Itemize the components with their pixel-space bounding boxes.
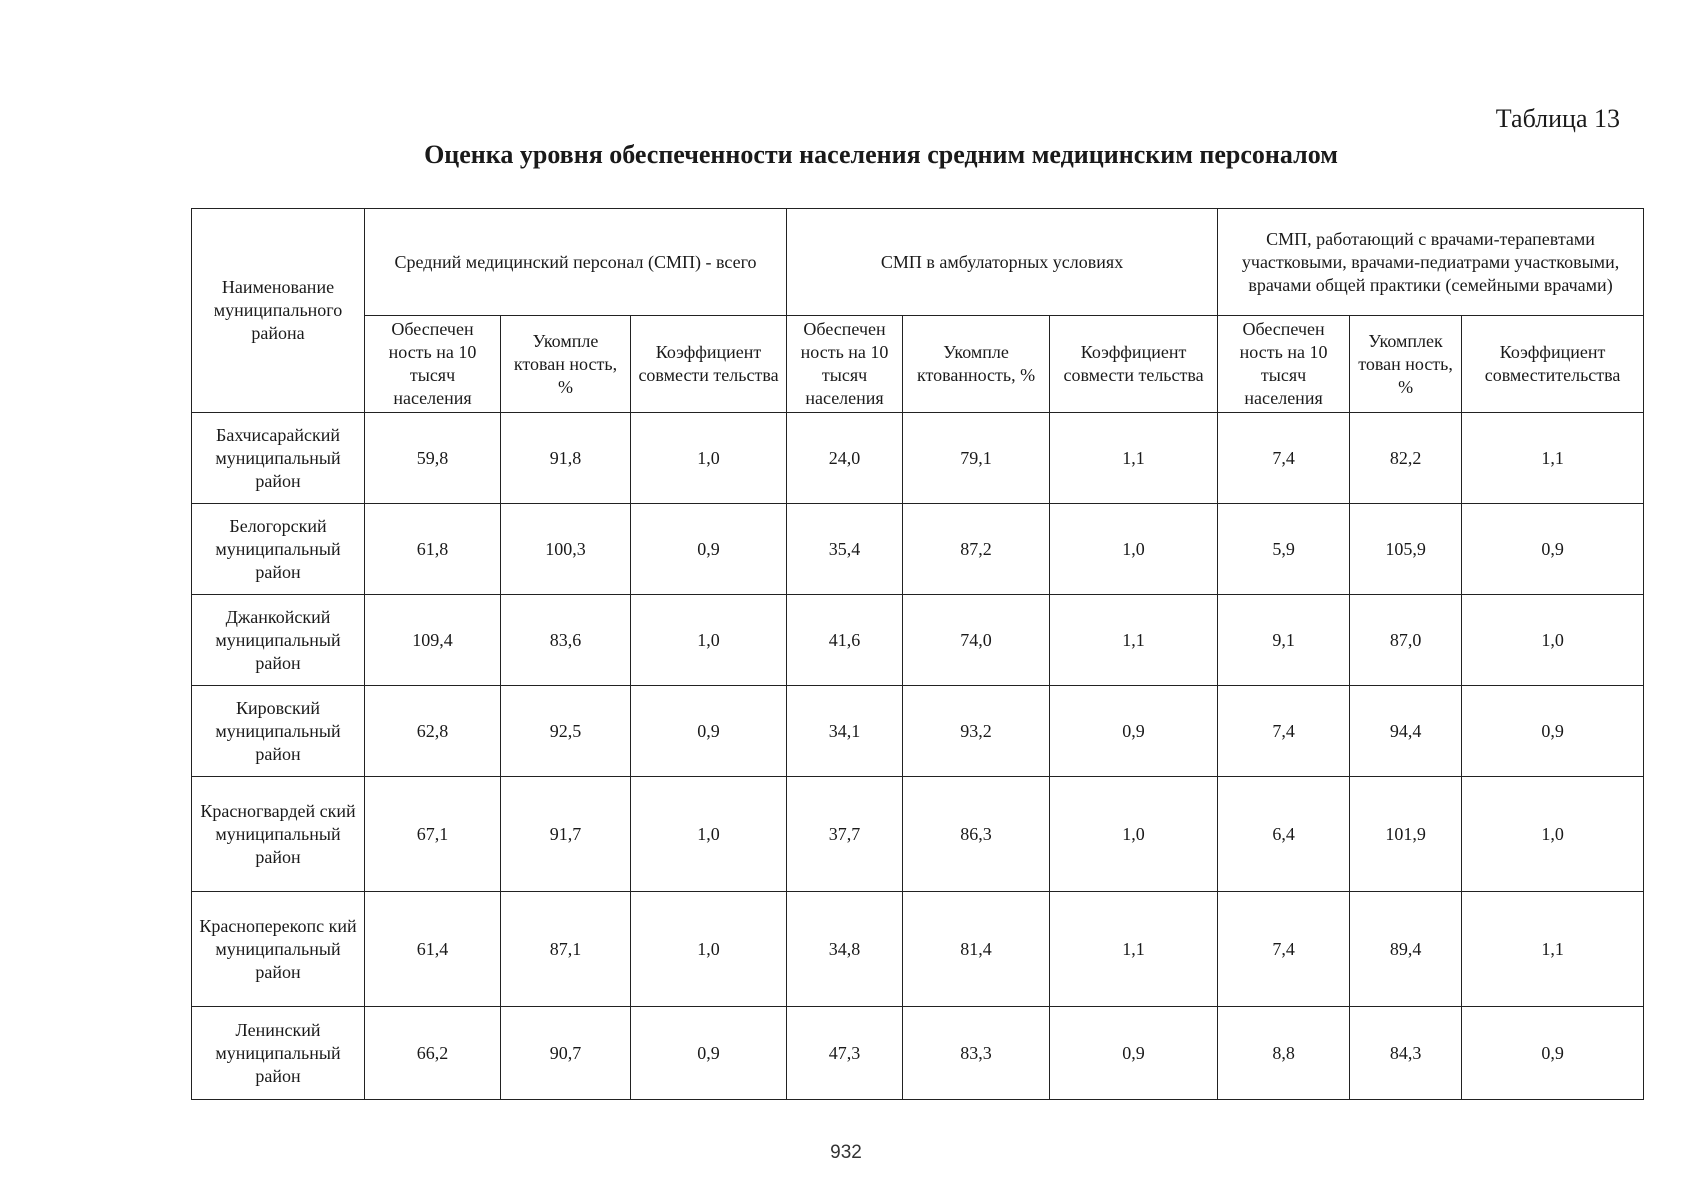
table-cell: 83,3 (903, 1007, 1050, 1100)
table-cell: 92,5 (501, 686, 631, 777)
table-row (192, 504, 1644, 595)
district-name: Джанкойский муниципальный район (192, 595, 365, 686)
staffing-table (191, 208, 1644, 1100)
header-subcol: Обеспечен ность на 10 тысяч населения (1218, 316, 1350, 413)
header-subcol: Укомпле ктован ность, % (501, 316, 631, 413)
table-cell: 61,4 (365, 892, 501, 1007)
table-cell: 100,3 (501, 504, 631, 595)
table-row (192, 686, 1644, 777)
district-name: Красногвардей ский муниципальный район (192, 777, 365, 892)
table-cell: 1,0 (1462, 595, 1644, 686)
table-cell: 37,7 (787, 777, 903, 892)
table-cell: 35,4 (787, 504, 903, 595)
table-cell: 66,2 (365, 1007, 501, 1100)
table-cell: 24,0 (787, 413, 903, 504)
table-cell: 1,0 (631, 777, 787, 892)
header-row-groups (192, 209, 1644, 316)
table-cell: 105,9 (1350, 504, 1462, 595)
district-name: Кировский муниципальный район (192, 686, 365, 777)
table-cell: 1,0 (631, 413, 787, 504)
table-cell: 91,7 (501, 777, 631, 892)
table-cell: 1,1 (1050, 595, 1218, 686)
table-cell: 0,9 (1050, 686, 1218, 777)
table-cell: 93,2 (903, 686, 1050, 777)
table-cell: 47,3 (787, 1007, 903, 1100)
table-cell: 94,4 (1350, 686, 1462, 777)
table-cell: 87,1 (501, 892, 631, 1007)
table-cell: 0,9 (1462, 686, 1644, 777)
district-name: Красноперекопс кий муниципальный район (192, 892, 365, 1007)
header-district: Наименование муниципального района (192, 209, 365, 413)
table-cell: 81,4 (903, 892, 1050, 1007)
header-subcol: Коэффициент совмести тельства (631, 316, 787, 413)
table-cell: 87,0 (1350, 595, 1462, 686)
table-cell: 62,8 (365, 686, 501, 777)
header-group-outpatient: СМП в амбулаторных условиях (787, 209, 1218, 316)
table-cell: 0,9 (1462, 1007, 1644, 1100)
table-cell: 82,2 (1350, 413, 1462, 504)
table-cell: 87,2 (903, 504, 1050, 595)
table-cell: 1,0 (631, 892, 787, 1007)
table-cell: 0,9 (1462, 504, 1644, 595)
table-cell: 0,9 (631, 686, 787, 777)
table-row (192, 892, 1644, 1007)
table-cell: 1,0 (631, 595, 787, 686)
table-cell: 0,9 (631, 504, 787, 595)
document-title: Оценка уровня обеспеченности населения средним медицинским персоналом (424, 140, 1338, 169)
table-cell: 8,8 (1218, 1007, 1350, 1100)
table-cell: 1,0 (1050, 777, 1218, 892)
table-cell: 59,8 (365, 413, 501, 504)
header-subcol: Коэффициент совмести тельства (1050, 316, 1218, 413)
table-cell: 79,1 (903, 413, 1050, 504)
header-subcol: Коэффициент совместительства (1462, 316, 1644, 413)
table-cell: 6,4 (1218, 777, 1350, 892)
table-cell: 89,4 (1350, 892, 1462, 1007)
table-cell: 0,9 (1050, 1007, 1218, 1100)
table-cell: 1,1 (1050, 892, 1218, 1007)
district-name: Ленинский муниципальный район (192, 1007, 365, 1100)
table-cell: 5,9 (1218, 504, 1350, 595)
table-cell: 91,8 (501, 413, 631, 504)
table-cell: 109,4 (365, 595, 501, 686)
table-cell: 7,4 (1218, 686, 1350, 777)
table-cell: 90,7 (501, 1007, 631, 1100)
table-cell: 74,0 (903, 595, 1050, 686)
header-group-district-doctors: СМП, работающий с врачами-терапевтами участковыми, врачами-педиатрами участковыми, врачами общей практики (семейными врачами) (1218, 209, 1644, 316)
table-cell: 83,6 (501, 595, 631, 686)
header-subcol: Обеспечен ность на 10 тысяч населения (787, 316, 903, 413)
header-group-total: Средний медицинский персонал (СМП) - всего (365, 209, 787, 316)
table-cell: 0,9 (631, 1007, 787, 1100)
header-subcol: Укомпле ктованность, % (903, 316, 1050, 413)
table-cell: 1,0 (1462, 777, 1644, 892)
table-cell: 9,1 (1218, 595, 1350, 686)
table-cell: 61,8 (365, 504, 501, 595)
table-cell: 1,0 (1050, 504, 1218, 595)
district-name: Белогорский муниципальный район (192, 504, 365, 595)
table-cell: 1,1 (1462, 892, 1644, 1007)
table-row (192, 1007, 1644, 1100)
table-row (192, 595, 1644, 686)
table-cell: 67,1 (365, 777, 501, 892)
table-cell: 101,9 (1350, 777, 1462, 892)
table-row (192, 777, 1644, 892)
district-name: Бахчисарайский муниципальный район (192, 413, 365, 504)
header-row-subcolumns (192, 316, 1644, 413)
table-cell: 34,8 (787, 892, 903, 1007)
header-subcol: Обеспечен ность на 10 тысяч населения (365, 316, 501, 413)
table-cell: 7,4 (1218, 413, 1350, 504)
table-cell: 41,6 (787, 595, 903, 686)
page-number: 932 (830, 1142, 862, 1163)
table-cell: 86,3 (903, 777, 1050, 892)
table-cell: 84,3 (1350, 1007, 1462, 1100)
table-number: Таблица 13 (1495, 104, 1620, 133)
table-cell: 34,1 (787, 686, 903, 777)
table-cell: 7,4 (1218, 892, 1350, 1007)
table-cell: 1,1 (1050, 413, 1218, 504)
header-subcol: Укомплек тован ность, % (1350, 316, 1462, 413)
table-cell: 1,1 (1462, 413, 1644, 504)
table-row (192, 413, 1644, 504)
